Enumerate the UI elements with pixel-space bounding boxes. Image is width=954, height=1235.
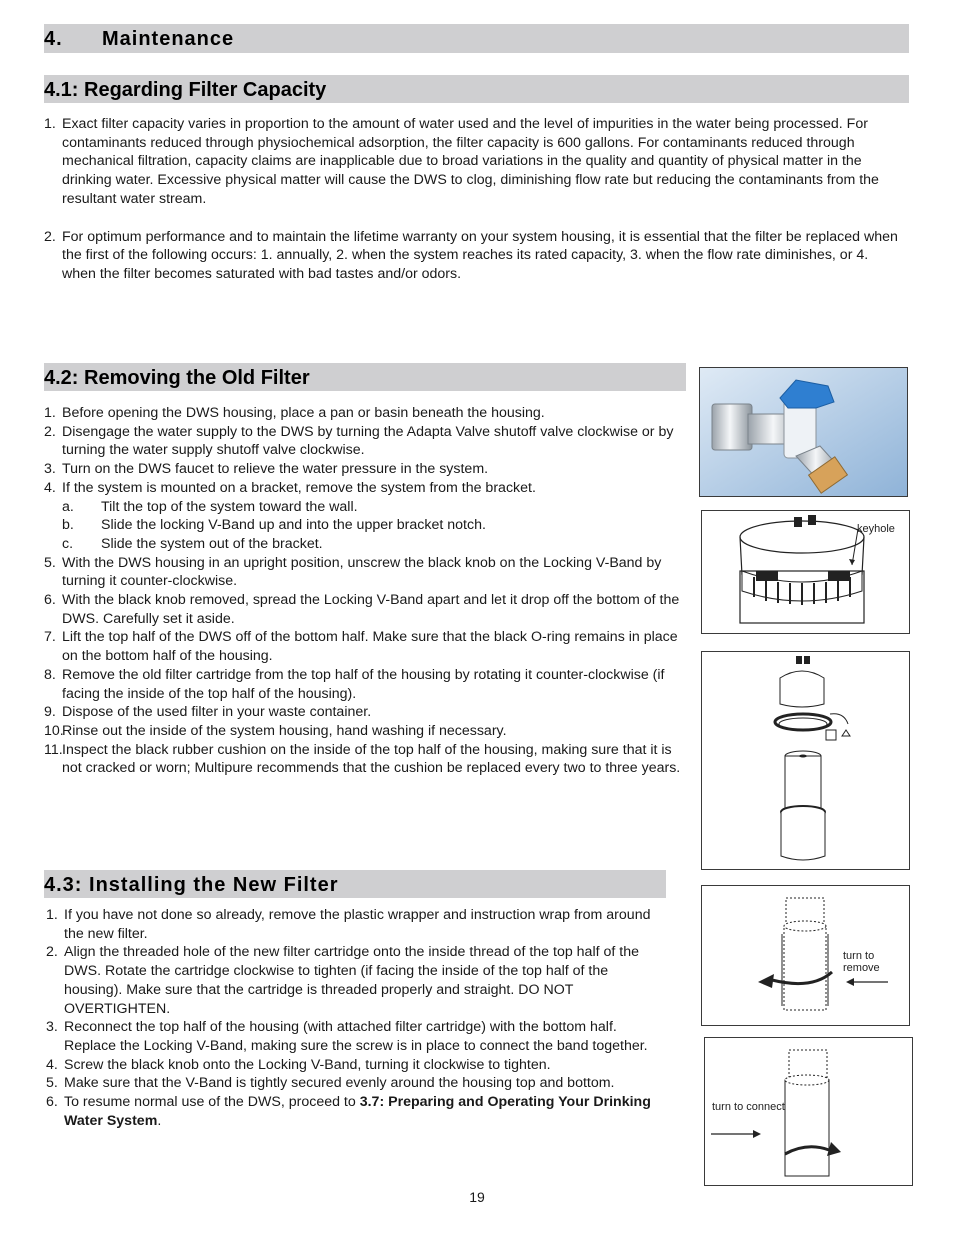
section-title: Maintenance: [102, 28, 235, 50]
section-4-2-title: 4.2: Removing the Old Filter: [44, 367, 310, 389]
section-4-2-header: [44, 363, 686, 391]
list-item: 9. Dispose of the used filter in your waste container.: [44, 704, 372, 721]
section-4-1-header: [44, 75, 909, 103]
list-item: a. Tilt the top of the system toward the wall.: [62, 498, 358, 515]
list-item: 3. Turn on the DWS faucet to relieve the water pressure in the system.: [44, 461, 489, 478]
list-item: 6. With the black knob removed, spread the Locking V-Band apart and let it drop off the bottom of the DWS. Carefully set it aside.: [44, 592, 680, 627]
list-item: 7. Lift the top half of the DWS off of the bottom half. Make sure that the black O-ring remains in place on the bottom half of the housing.: [44, 629, 678, 665]
list-item: b. Slide the locking V-Band up and into the upper bracket notch.: [62, 517, 486, 534]
valve-icon: [700, 368, 907, 496]
remove-label: turn to remove: [843, 950, 880, 974]
list-item: 3. Reconnect the top half of the housing (with attached filter cartridge) with the bottom half. Replace the Locking V-Band, making sure the screw is in place to connect the band together.: [46, 1019, 648, 1054]
connect-label: turn to connect: [712, 1101, 785, 1113]
section-number: 4.: [44, 28, 63, 50]
section-4-header: [44, 24, 909, 53]
section-4-3-title: 4.3: Installing the New Filter: [44, 874, 339, 896]
list-item: 6. To resume normal use of the DWS, proceed to 3.7: Preparing and Operating Your Drinking Water System.: [46, 1094, 651, 1129]
capacity-list: [44, 115, 906, 284]
list-item: 5. Make sure that the V-Band is tightly secured evenly around the housing top and bottom.: [46, 1075, 615, 1092]
housing-keyhole-diagram: [701, 510, 910, 634]
list-item: 11. Inspect the black rubber cushion on the inside of the top half of the housing, making sure that it is not cracked or worn; Multipure recommends that the cushion be replaced every two to three years.: [44, 741, 681, 777]
turn-to-remove-diagram: [701, 885, 910, 1026]
section-4-1-title: 4.1: Regarding Filter Capacity: [44, 79, 327, 101]
list-item: 1. If you have not done so already, remove the plastic wrapper and instruction wrap from around the new filter.: [46, 907, 651, 942]
list-item: 1. Before opening the DWS housing, place a pan or basin beneath the housing.: [44, 405, 545, 421]
removal-steps: [44, 404, 688, 778]
list-item: 4. Screw the black knob onto the Locking V-Band, turning it clockwise to tighten.: [46, 1056, 551, 1073]
keyhole-label: keyhole: [857, 523, 895, 535]
list-item: 2. For optimum performance and to maintain the lifetime warranty on your system housing, it is essential that the filter be replaced when the first of the following occurs: 1. annually, 2. when the system reaches its rated capacity, 3. when the flow rate diminishes, or 4. when the filter becomes saturated with bad tastes and/or odors.: [44, 228, 898, 282]
list-item: 2. Disengage the water supply to the DWS by turning the Adapta Valve shutoff valve clockwise or by turning the water supply shutoff valve clockwise.: [44, 423, 674, 459]
list-item: 1. Exact filter capacity varies in proportion to the amount of water used and the level of impurities in the water being processed. For contaminants reduced through physiochemical adsorption, the filter capacity is 600 gallons. For contaminants reduced through mechanical filtration, capacity claims are inapplicable due to broad variations in the quality and quantity of physical matter in the drinking water. Excessive physical matter will cause the DWS to clog, diminishing flow rate but reducing the contaminants from the resultant water stream.: [44, 116, 879, 207]
install-steps: [46, 906, 654, 1130]
list-item: 10. Rinse out the inside of the system housing, hand washing if necessary.: [44, 722, 507, 739]
list-item: 4. If the system is mounted on a bracket, remove the system from the bracket. a. Tilt the top of the system toward the wall. b. Slide the locking V-Band up and into the upper bracket notch. c. Slide the system out of the bracket.: [44, 479, 688, 554]
list-item: 8. Remove the old filter cartridge from the top half of the housing by rotating it counter-clockwise (if facing the inside of the top half of the housing).: [44, 666, 665, 702]
section-4-3-header: [44, 870, 666, 898]
list-item: c. Slide the system out of the bracket.: [62, 535, 323, 552]
list-item: 5. With the DWS housing in an upright position, unscrew the black knob on the Locking V-Band by turning it counter-clockwise.: [44, 554, 662, 590]
sub-steps: [62, 498, 688, 554]
exploded-filter-diagram: [701, 651, 910, 870]
adapta-valve-photo: [699, 367, 908, 497]
page-number: 19: [469, 1189, 485, 1205]
exploded-housing-icon: [702, 652, 909, 869]
list-item: 2. Align the threaded hole of the new filter cartridge onto the inside thread of the top half of the DWS. Rotate the cartridge clockwise to tighten (if facing the inside of the top half of the housing). Make sure that the cartridge is threaded properly and straight. DO NOT OVERTIGHTEN.: [46, 944, 639, 1017]
turn-to-connect-diagram: [704, 1037, 913, 1186]
